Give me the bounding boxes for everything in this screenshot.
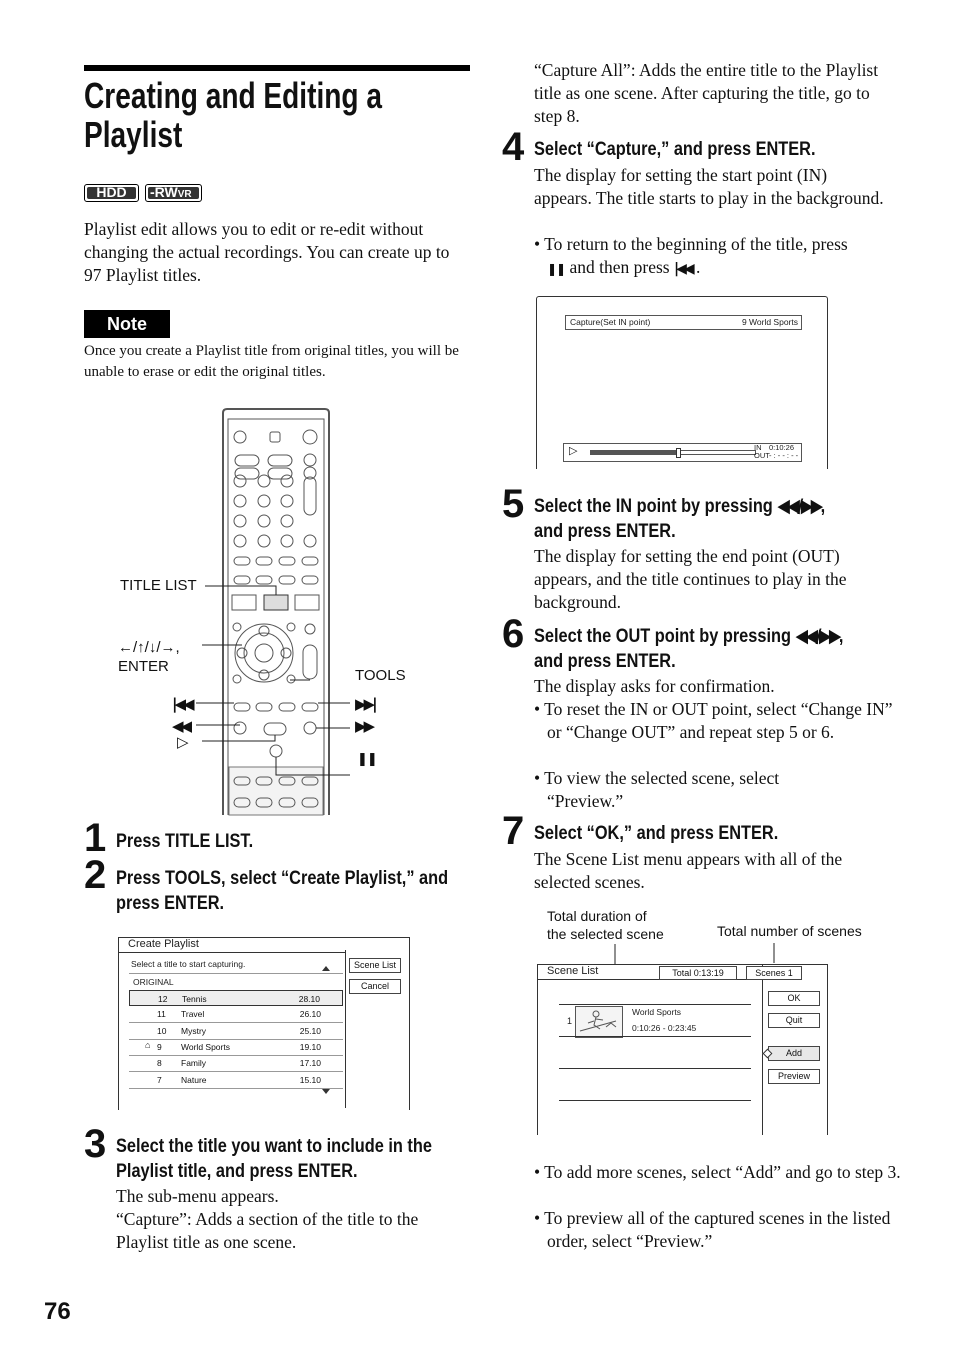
duration-callout	[547, 907, 664, 943]
row-date: 28.10	[298, 994, 320, 1004]
category-label: ORIGINAL	[133, 977, 174, 987]
step-4-bullet-line2: and then press	[569, 257, 670, 277]
enter-label: ENTER	[118, 658, 169, 675]
scroll-down-icon[interactable]	[322, 1089, 330, 1094]
step-4-number: 4	[502, 125, 525, 169]
step-5-number: 5	[502, 482, 525, 526]
play-icon: ▷	[177, 733, 189, 751]
row-number: 12	[158, 994, 168, 1004]
next-icon: ▶▶|	[355, 695, 375, 713]
rewind-fast-forward-icon: ◀◀/▶▶	[795, 625, 839, 647]
row-number: 8	[157, 1058, 162, 1069]
step-2-heading-line1: Press TOOLS, select “Create Playlist,” and	[116, 868, 449, 889]
step-4-body: The display for setting the start point (IN) appears. The title starts to play in the background.	[534, 165, 884, 208]
row-title: World Sports	[181, 1041, 230, 1052]
scroll-up-icon[interactable]	[322, 966, 330, 971]
table-row[interactable]	[129, 1072, 343, 1089]
row-title: Tennis	[182, 994, 207, 1004]
scene-item[interactable]	[559, 1006, 751, 1036]
table-row[interactable]	[129, 1055, 343, 1072]
step-6-body: The display asks for confirmation.	[534, 676, 775, 696]
hdd-badge	[84, 184, 139, 202]
row-number: 11	[157, 1009, 166, 1020]
row-date: 17.10	[299, 1058, 321, 1069]
protect-icon: ⌂	[145, 1039, 151, 1050]
step-2-number: 2	[84, 853, 107, 897]
step-5-heading-line2: and press ENTER.	[534, 521, 676, 542]
row-number: 7	[157, 1074, 162, 1085]
table-row[interactable]	[129, 990, 343, 1006]
hdd-badge-label: HDD	[96, 184, 127, 200]
step-3-capture: “Capture”: Adds a section of the title to the Playlist title as one scene.	[116, 1209, 419, 1252]
scene-count-callout: Total number of scenes	[717, 923, 862, 939]
arrow-keys-icon: ←/↑/↓/→	[118, 639, 176, 656]
rewind-fast-forward-icon: ◀◀/▶▶	[777, 495, 821, 517]
cancel-button[interactable]: Cancel	[349, 979, 401, 994]
row-title: Travel	[181, 1009, 205, 1020]
prev-icon: |◀◀	[172, 695, 192, 713]
step-7-heading: Select “OK,” and press ENTER.	[534, 823, 779, 844]
scene-item-number: 1	[567, 1016, 573, 1026]
vr-badge-label: VR	[177, 189, 192, 200]
table-row[interactable]	[129, 1039, 343, 1056]
row-number: 10	[157, 1025, 167, 1036]
progress-fill	[591, 451, 678, 454]
in-label: IN	[754, 443, 762, 452]
create-playlist-screen	[118, 937, 410, 1110]
rw-badge	[145, 184, 202, 202]
step-2-heading-line2: press ENTER.	[116, 893, 225, 914]
scene-thumbnail	[575, 1006, 623, 1038]
capture-mode: Capture(Set IN point)	[570, 317, 651, 327]
title-rule	[84, 65, 470, 71]
step-4-bullet-line1: • To return to the beginning of the title, press	[534, 234, 848, 254]
step-7-body: The Scene List menu appears with all of the selected scenes.	[534, 849, 843, 892]
preview-button[interactable]: Preview	[768, 1069, 820, 1084]
row-title: Family	[181, 1058, 207, 1069]
scene-item-range: 0:10:26 - 0:23:45	[632, 1023, 697, 1033]
page-title-line2: Playlist	[84, 114, 183, 155]
step-3-heading-line2: Playlist title, and press ENTER.	[116, 1161, 358, 1182]
step-5-body: The display for setting the end point (OUT) appears, and the title continues to play in the background.	[534, 546, 847, 612]
capture-title: 9 World Sports	[741, 317, 798, 327]
end-bullet-1: • To add more scenes, select “Add” and go to step 3.	[534, 1162, 901, 1182]
row-title: Mystry	[181, 1025, 207, 1036]
fast-forward-icon: ▶▶	[355, 717, 373, 735]
step-5-heading-line1: Select the IN point by pressing ◀◀/▶▶,	[534, 495, 826, 517]
step-1-number: 1	[84, 816, 107, 860]
step-6-bullet-1: • To reset the IN or OUT point, select “Change IN” or “Change OUT” and repeat step 5 or 6.	[534, 699, 893, 742]
duration-callout-line2: the selected scene	[547, 926, 664, 942]
step-3-body: The sub-menu appears.	[116, 1186, 279, 1206]
scene-list-screen	[537, 964, 828, 1135]
out-time: - : - - : - -	[769, 451, 799, 460]
intro-text: Playlist edit allows you to edit or re-edit without changing the actual recordings. You can create up to 97 Playlist titles.	[84, 219, 450, 285]
pause-icon: ❚❚	[547, 262, 566, 276]
step-3-number: 3	[84, 1122, 107, 1166]
total-duration: Total 0:13:19	[659, 966, 737, 980]
scene-item-name: World Sports	[632, 1007, 681, 1017]
arrow-keys-label: ←/↑/↓/→,	[118, 639, 180, 656]
rw-badge-label: -RW	[150, 184, 178, 200]
tools-label: TOOLS	[355, 667, 406, 684]
capture-timeline	[563, 443, 802, 462]
play-icon: ▷	[569, 444, 578, 457]
screen-instruction: Select a title to start capturing.	[131, 959, 246, 969]
title-list	[129, 990, 343, 1090]
row-date: 15.10	[299, 1074, 321, 1085]
step-4-heading: Select “Capture,” and press ENTER.	[534, 139, 816, 160]
skier-thumbnail-icon	[576, 1007, 622, 1037]
scene-list-title: Scene List	[547, 965, 599, 977]
remote-illustration	[110, 405, 430, 817]
note-badge	[84, 310, 170, 338]
step-7-number: 7	[502, 809, 525, 853]
scene-count: Scenes 1	[746, 966, 802, 980]
row-number: 9	[157, 1041, 162, 1052]
row-date: 19.10	[299, 1041, 321, 1052]
ok-button[interactable]: OK	[768, 991, 820, 1006]
in-time: 0:10:26	[769, 443, 795, 452]
end-bullet-2: • To preview all of the captured scenes in the listed order, select “Preview.”	[534, 1208, 891, 1251]
remote-control-drawing	[110, 405, 430, 817]
table-row[interactable]	[129, 1006, 343, 1023]
step-6-bullet-2: • To view the selected scene, select “Preview.”	[534, 768, 780, 811]
page-title-line1: Creating and Editing a	[84, 75, 382, 116]
title-list-label: TITLE LIST	[120, 577, 197, 594]
capture-screen	[536, 296, 828, 469]
progress-marker[interactable]	[676, 448, 681, 458]
step-6-heading-line1: Select the OUT point by pressing ◀◀/▶▶,	[534, 625, 844, 647]
out-label: OUT	[754, 451, 770, 460]
row-date: 25.10	[299, 1025, 321, 1036]
capture-all-text: “Capture All”: Adds the entire title to the Playlist title as one scene. After capturing the title, go to step 8.	[534, 60, 879, 126]
step-6-number: 6	[502, 612, 525, 656]
page-title	[84, 76, 474, 154]
row-title: Nature	[181, 1074, 207, 1085]
progress-track[interactable]	[590, 450, 756, 455]
screen-title: Create Playlist	[128, 938, 199, 950]
step-4-bullet: • To return to the beginning of the title, press ❚❚ and then press |◀◀ .	[534, 233, 894, 281]
quit-button[interactable]: Quit	[768, 1013, 820, 1028]
page-number: 76	[44, 1298, 71, 1325]
note-label: Note	[107, 314, 147, 334]
pause-icon: ❚❚	[357, 752, 377, 767]
row-date: 26.10	[299, 1009, 321, 1020]
note-text: Once you create a Playlist title from original titles, you will be unable to erase or edit the original titles.	[84, 343, 459, 380]
table-row[interactable]	[129, 1023, 343, 1040]
add-button[interactable]: Add	[768, 1046, 820, 1061]
capture-header	[565, 315, 802, 330]
step-1-heading: Press TITLE LIST.	[116, 831, 254, 852]
rewind-icon: ◀◀	[172, 717, 190, 735]
duration-callout-line1: Total duration of	[547, 908, 647, 924]
step-6-heading-line2: and press ENTER.	[534, 651, 676, 672]
scene-list-button[interactable]: Scene List	[349, 958, 401, 973]
prev-icon: |◀◀	[673, 261, 692, 277]
step-3-heading-line1: Select the title you want to include in the	[116, 1136, 432, 1157]
